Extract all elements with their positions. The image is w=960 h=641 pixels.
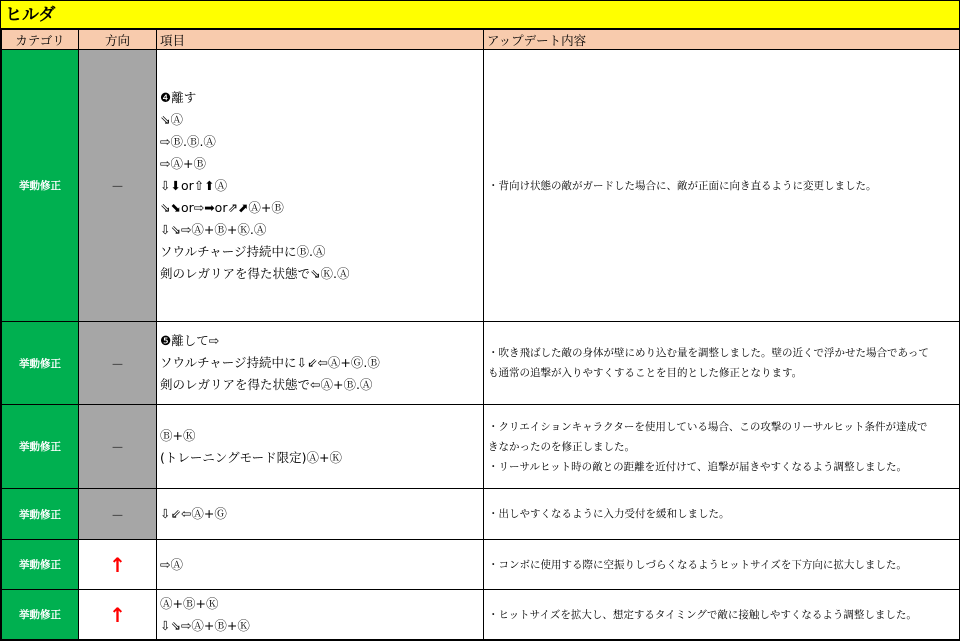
command-line: ソウルチャージ持続中に⇩⇙⇦Ⓐ+Ⓖ.Ⓑ xyxy=(160,355,380,370)
command-line: ❹離す xyxy=(160,89,197,105)
table-body xyxy=(2,50,960,640)
item-cell xyxy=(157,489,484,540)
command-line: Ⓐ+Ⓑ+Ⓚ xyxy=(160,595,219,611)
command-line: (トレーニングモード限定)Ⓐ+Ⓚ xyxy=(160,449,342,465)
direction-none-label: － xyxy=(110,180,124,195)
content-line: ・背向け状態の敵がガードした場合に、敵が正面に向き直るように変更しました。 xyxy=(488,179,877,192)
content-line: ・吹き飛ばした敵の身体が壁にめり込む量を調整しました。壁の近くで浮かせた場合であって xyxy=(488,347,929,359)
item-cell xyxy=(157,405,484,489)
command-line: Ⓑ+Ⓚ xyxy=(160,427,196,443)
direction-cell xyxy=(79,590,157,640)
command-line: ⇘Ⓐ xyxy=(160,111,183,127)
arrow-up-icon: ↑ xyxy=(109,552,126,577)
content-cell xyxy=(484,405,960,489)
command-line: 剣のレガリアを得た状態で⇦Ⓐ+Ⓑ.Ⓐ xyxy=(160,377,373,392)
table-row xyxy=(2,405,960,489)
content-line: ・リーサルヒット時の敵との距離を近付けて、追撃が届きやすくなるよう調整しました。 xyxy=(488,460,907,473)
patch-table xyxy=(1,29,960,640)
command-line: ⇘⬊or⇨➡or⇗⬈Ⓐ+Ⓑ xyxy=(160,199,284,215)
content-cell xyxy=(484,50,960,322)
command-line: ⇩⬇or⇧⬆Ⓐ xyxy=(160,177,228,193)
command-line: ⇨Ⓐ xyxy=(160,556,183,572)
content-line: も通常の追撃が入りやすくすることを目的とした修正となります。 xyxy=(488,367,803,379)
command-line: ❺離して⇨ xyxy=(160,333,220,348)
content-cell xyxy=(484,322,960,405)
item-cell xyxy=(157,590,484,640)
header-item: 項目 xyxy=(157,30,484,50)
table-row xyxy=(2,540,960,590)
content-line: ・ヒットサイズを拡大し、想定するタイミングで敵に接触しやすくなるよう調整しました。 xyxy=(488,608,917,621)
table-row xyxy=(2,489,960,540)
command-line: ⇨Ⓑ.Ⓑ.Ⓐ xyxy=(160,133,216,149)
category-cell: 挙動修正 xyxy=(2,50,79,322)
command-line: ⇩⇘⇨Ⓐ+Ⓑ+Ⓚ xyxy=(160,617,250,633)
category-cell: 挙動修正 xyxy=(2,489,79,540)
direction-cell xyxy=(79,489,157,540)
item-cell xyxy=(157,50,484,322)
header-row xyxy=(2,30,960,50)
item-cell xyxy=(157,322,484,405)
header-category: カテゴリ xyxy=(2,30,79,50)
command-line: ソウルチャージ持続中にⒷ.Ⓐ xyxy=(160,243,326,259)
item-cell xyxy=(157,540,484,590)
content-line: きなかったのを修正しました。 xyxy=(488,440,635,453)
table-row xyxy=(2,590,960,640)
direction-cell xyxy=(79,405,157,489)
direction-cell xyxy=(79,50,157,322)
command-line: 剣のレガリアを得た状態で⇘Ⓚ.Ⓐ xyxy=(160,265,350,281)
content-line: ・コンボに使用する際に空振りしづらくなるようヒットサイズを下方向に拡大しました。 xyxy=(488,558,907,571)
command-line: ⇨Ⓐ+Ⓑ xyxy=(160,155,206,171)
table-row xyxy=(2,50,960,322)
character-title: ヒルダ xyxy=(1,1,959,29)
direction-none-label: － xyxy=(110,441,124,456)
content-line: ・出しやすくなるように入力受付を緩和しました。 xyxy=(488,508,730,520)
category-cell: 挙動修正 xyxy=(2,590,79,640)
content-cell xyxy=(484,540,960,590)
arrow-up-icon: ↑ xyxy=(109,602,126,627)
header-direction: 方向 xyxy=(79,30,157,50)
table-row xyxy=(2,322,960,405)
direction-cell xyxy=(79,540,157,590)
header-content: アップデート内容 xyxy=(484,30,960,50)
content-cell xyxy=(484,590,960,640)
category-cell: 挙動修正 xyxy=(2,540,79,590)
direction-none-label: － xyxy=(110,357,124,373)
category-cell: 挙動修正 xyxy=(2,322,79,405)
command-line: ⇩⇙⇦Ⓐ+Ⓖ xyxy=(160,506,227,521)
direction-none-label: － xyxy=(110,508,124,524)
content-cell xyxy=(484,489,960,540)
command-line: ⇩⇘⇨Ⓐ+Ⓑ+Ⓚ.Ⓐ xyxy=(160,221,267,237)
direction-cell xyxy=(79,322,157,405)
content-line: ・クリエイションキャラクターを使用している場合、この攻撃のリーサルヒット条件が達成で xyxy=(488,420,928,433)
category-cell: 挙動修正 xyxy=(2,405,79,489)
